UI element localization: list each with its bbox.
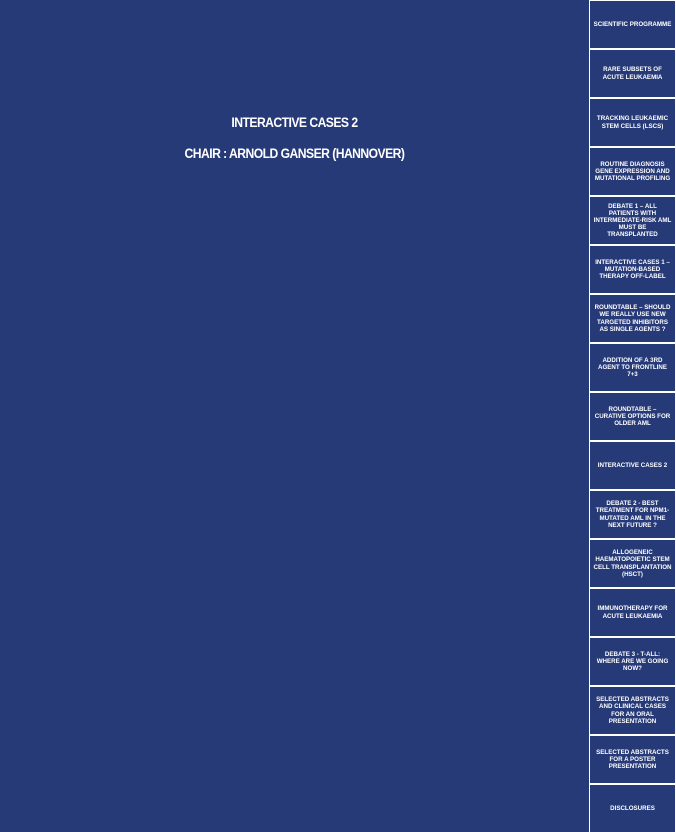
sidebar-item-label: INTERACTIVE CASES 2	[597, 461, 668, 469]
sidebar-item-poster-abstracts[interactable]	[590, 736, 675, 783]
sidebar-item-label: DISCLOSURES	[610, 804, 655, 812]
sidebar-item-label: SCIENTIFIC PROGRAMME	[593, 20, 672, 28]
sidebar-item-debate-3[interactable]	[590, 638, 675, 685]
sidebar-item-label: ROUTINE DIAGNOSIS GENE EXPRESSION AND MUTATIONAL PROFILING	[594, 160, 671, 183]
sidebar-item-disclosures[interactable]	[590, 785, 675, 832]
sidebar-item-label: TRACKING LEUKAEMIC STEM CELLS (LSCS)	[596, 115, 669, 130]
sidebar-item-label: ADDITION OF A 3RD AGENT TO FRONTLINE 7+3	[598, 356, 667, 379]
session-chair: CHAIR : ARNOLD GANSER (HANNOVER)	[184, 146, 405, 161]
sidebar-item-label: INTERACTIVE CASES 1 – MUTATION-BASED THERAPY OFF-LABEL	[595, 258, 670, 281]
sidebar-item-rare-subsets[interactable]	[590, 50, 675, 97]
sidebar-item-scientific-programme[interactable]	[590, 1, 675, 48]
sidebar-item-routine-diagnosis[interactable]	[590, 148, 675, 195]
sidebar-item-third-agent[interactable]	[590, 344, 675, 391]
sidebar-item-tracking-lscs[interactable]	[590, 99, 675, 146]
sidebar-item-label: DEBATE 1 – ALL PATIENTS WITH INTERMEDIATE-RISK AML MUST BE TRANSPLANTED	[593, 202, 672, 239]
sidebar-item-roundtable-older-aml[interactable]	[590, 393, 675, 440]
programme-sidebar	[590, 0, 676, 832]
sidebar-item-debate-1[interactable]	[590, 197, 675, 244]
sidebar-item-label: DEBATE 3 - T-ALL: WHERE ARE WE GOING NOW?	[596, 650, 669, 673]
sidebar-item-label: ROUNDTABLE – CURATIVE OPTIONS FOR OLDER AML	[594, 405, 671, 428]
session-header	[29, 114, 559, 162]
sidebar-item-interactive-cases-1[interactable]	[590, 246, 675, 293]
sidebar-item-immunotherapy[interactable]	[590, 589, 675, 636]
sidebar-item-debate-2[interactable]	[590, 491, 675, 538]
session-title: INTERACTIVE CASES 2	[231, 115, 358, 130]
sidebar-item-label: ALLOGENEIC HAEMATOPOIETIC STEM CELL TRANSPLANTATION (HSCT)	[593, 549, 672, 578]
sidebar-item-label: SELECTED ABSTRACTS FOR A POSTER PRESENTATION	[596, 748, 669, 771]
sidebar-item-label: ROUNDTABLE – SHOULD WE REALLY USE NEW TARGETED INHIBITORS AS SINGLE AGENTS ?	[594, 304, 671, 333]
sidebar-item-interactive-cases-2[interactable]	[590, 442, 675, 489]
sidebar-item-label: DEBATE 2 - BEST TREATMENT FOR NPM1-MUTATED AML IN THE NEXT FUTURE ?	[595, 500, 670, 529]
sidebar-item-label: SELECTED ABSTRACTS AND CLINICAL CASES FOR AN ORAL PRESENTATION	[596, 696, 669, 725]
sidebar-item-label: IMMUNOTHERAPY FOR ACUTE LEUKAEMIA	[597, 605, 668, 620]
sidebar-item-allogeneic-hsct[interactable]	[590, 540, 675, 587]
sidebar-item-roundtable-targeted-inhibitors[interactable]	[590, 295, 675, 342]
sidebar-item-label: RARE SUBSETS OF ACUTE LEUKAEMIA	[602, 66, 663, 81]
sidebar-item-oral-abstracts[interactable]	[590, 687, 675, 734]
